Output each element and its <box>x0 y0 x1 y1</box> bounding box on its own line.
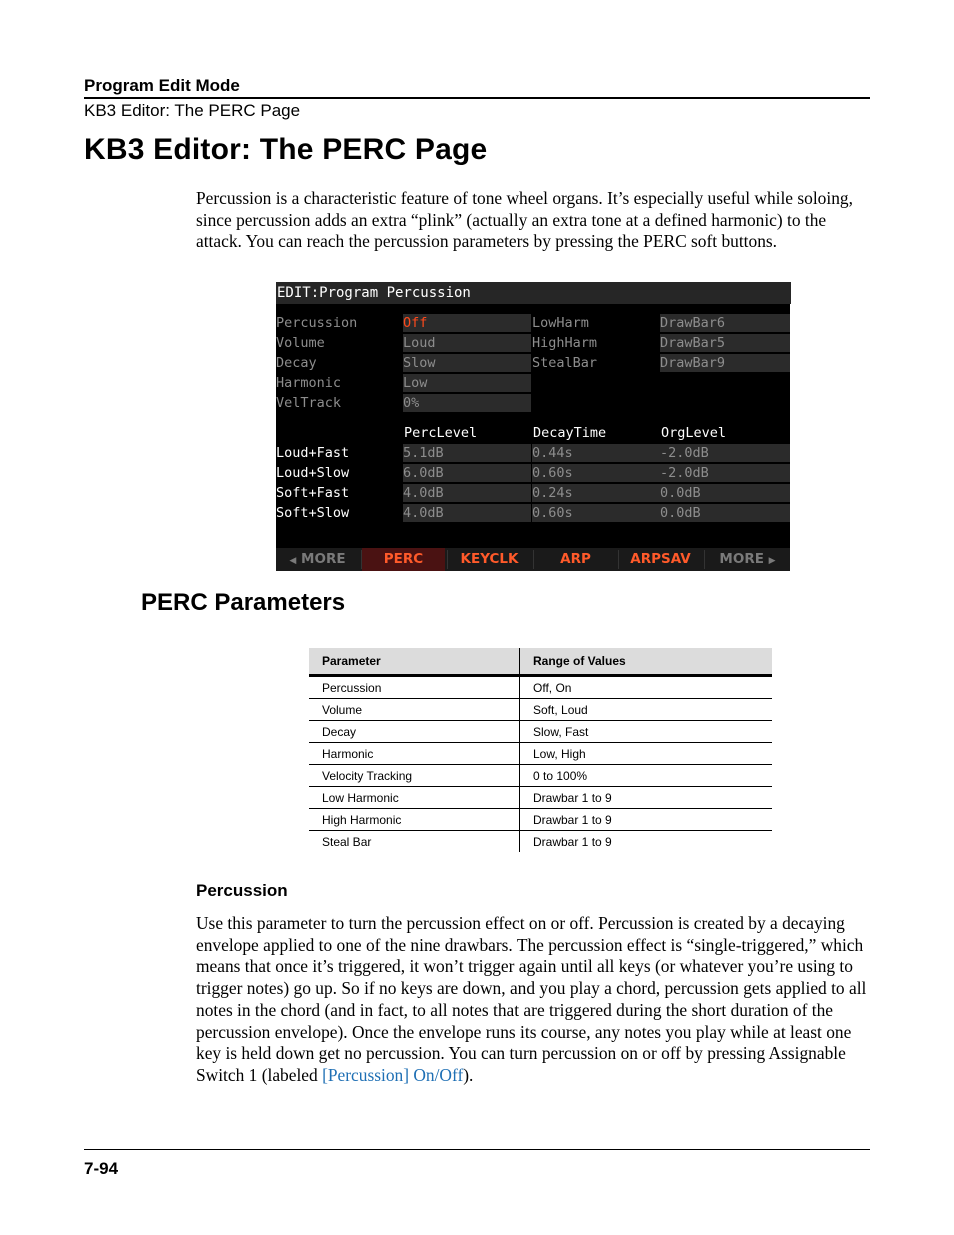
header-rule <box>84 97 870 99</box>
table-cell-parameter: Harmonic <box>309 743 520 765</box>
subsection-title: Percussion <box>196 881 288 900</box>
grid-row-label: Loud+Fast <box>276 445 350 461</box>
screen-title: EDIT:Program Percussion <box>276 282 791 304</box>
param-value-percussion: Off <box>403 314 531 332</box>
soft-button-label: MORE <box>301 551 346 567</box>
table-cell-range: Slow, Fast <box>520 721 773 743</box>
table-cell-parameter: Steal Bar <box>309 831 520 853</box>
param-label-percussion: Percussion <box>276 315 358 331</box>
grid-row-label: Soft+Slow <box>276 505 350 521</box>
percussion-switch-link[interactable]: [Percussion] On/Off <box>322 1064 464 1085</box>
grid-cell: 0.0dB <box>660 504 790 522</box>
table-row <box>309 699 772 721</box>
table-row <box>309 765 772 787</box>
table-cell-parameter: Decay <box>309 721 520 743</box>
page-number: 7-94 <box>84 1159 119 1178</box>
table-header-parameter: Parameter <box>309 648 520 676</box>
table-row <box>309 809 772 831</box>
param-value-volume: Loud <box>403 334 531 352</box>
grid-header-perclevel: PercLevel <box>404 425 478 441</box>
left-arrow-icon: ◀ <box>289 556 297 566</box>
soft-button-arp[interactable]: ARP <box>560 551 591 567</box>
table-header-range: Range of Values <box>520 648 773 676</box>
param-value-highharm: DrawBar5 <box>660 334 790 352</box>
grid-cell: 4.0dB <box>403 484 531 502</box>
param-label-harmonic: Harmonic <box>276 375 342 391</box>
table-cell-range: Drawbar 1 to 9 <box>520 787 773 809</box>
table-header-row <box>309 648 772 676</box>
table-cell-range: 0 to 100% <box>520 765 773 787</box>
grid-cell: 0.60s <box>532 504 660 522</box>
section-title: PERC Parameters <box>141 589 346 616</box>
paragraph-text: Use this parameter to turn the percussion effect on or off. Percussion is created by a decaying envelope applied to one of the nine drawbars. The percussion effect is “single-triggered,” which means that once it’s triggered, it won’t trigger again until all keys (or whatever you’re using to trigger notes) go up. So if no keys are down, and you play a chord, percussion gets applied to all notes in the chord (and in fact, to all notes that are triggered during the short duration of the percussion envelope). Once the envelope runs its course, any notes you play while at least one key is held down get no percussion. You can turn percussion on or off by pressing Assignable Switch 1 (labeled <box>196 913 867 1085</box>
grid-cell: -2.0dB <box>660 464 790 482</box>
percussion-paragraph <box>196 913 868 1087</box>
right-arrow-icon: ▶ <box>768 556 776 566</box>
grid-header-orglevel: OrgLevel <box>661 425 727 441</box>
perc-page-screen <box>276 282 790 571</box>
table-cell-range: Off, On <box>520 676 773 699</box>
soft-button-perc[interactable]: PERC <box>362 548 445 571</box>
grid-cell: 0.44s <box>532 444 660 462</box>
grid-cell: 0.60s <box>532 464 660 482</box>
grid-cell: -2.0dB <box>660 444 790 462</box>
soft-button-keyclk[interactable]: KEYCLK <box>460 551 519 567</box>
grid-cell: 0.0dB <box>660 484 790 502</box>
table-cell-range: Drawbar 1 to 9 <box>533 834 612 849</box>
table-cell-parameter: Velocity Tracking <box>309 765 520 787</box>
table-cell-parameter: Percussion <box>309 676 520 699</box>
table-cell-range: Drawbar 1 to 9 <box>520 809 773 831</box>
paragraph-text-end: ). <box>463 1064 474 1085</box>
soft-button-more-right[interactable] <box>705 548 790 571</box>
param-label-volume: Volume <box>276 335 325 351</box>
param-value-decay: Slow <box>403 354 531 372</box>
grid-cell: 6.0dB <box>403 464 531 482</box>
running-header-subsection: KB3 Editor: The PERC Page <box>84 101 301 120</box>
grid-cell: 4.0dB <box>403 504 531 522</box>
param-label-lowharm: LowHarm <box>532 314 660 332</box>
soft-button-label: MORE <box>719 551 764 567</box>
param-value-lowharm: DrawBar6 <box>660 314 790 332</box>
param-value-veltrack: 0% <box>403 394 531 412</box>
param-value-stealbar: DrawBar9 <box>660 354 790 372</box>
table-cell-range: Soft, Loud <box>520 699 773 721</box>
grid-header-decaytime: DecayTime <box>533 425 607 441</box>
soft-button-bar <box>276 548 790 571</box>
running-header-section: Program Edit Mode <box>84 76 240 95</box>
soft-button-more-left[interactable] <box>276 548 359 571</box>
table-cell-parameter: Volume <box>309 699 520 721</box>
table-row <box>309 787 772 809</box>
grid-row-label: Soft+Fast <box>276 485 350 501</box>
table-cell-parameter: Low Harmonic <box>309 787 520 809</box>
param-label-decay: Decay <box>276 355 317 371</box>
table-cell-parameter: High Harmonic <box>309 809 520 831</box>
footer-rule <box>84 1149 870 1150</box>
intro-paragraph: Percussion is a characteristic feature of tone wheel organs. It’s especially useful while soloing, since percussion adds an extra “plink” (actually an extra tone at a defined harmonic) to the attack. You can reach the percussion parameters by pressing the PERC soft buttons. <box>196 188 853 252</box>
table-row <box>309 676 772 699</box>
grid-cell: 0.24s <box>532 484 660 502</box>
param-value-harmonic: Low <box>403 374 531 392</box>
table-row <box>309 721 772 743</box>
table-cell-range: Low, High <box>520 743 773 765</box>
table-row <box>309 831 772 853</box>
param-label-stealbar: StealBar <box>532 354 660 372</box>
soft-button-arpsav[interactable]: ARPSAV <box>630 551 691 567</box>
page-title: KB3 Editor: The PERC Page <box>84 133 488 166</box>
perc-parameters-table <box>309 648 772 852</box>
grid-cell: 5.1dB <box>403 444 531 462</box>
table-row <box>309 743 772 765</box>
param-label-highharm: HighHarm <box>532 334 660 352</box>
param-label-veltrack: VelTrack <box>276 395 342 411</box>
grid-row-label: Loud+Slow <box>276 465 350 481</box>
